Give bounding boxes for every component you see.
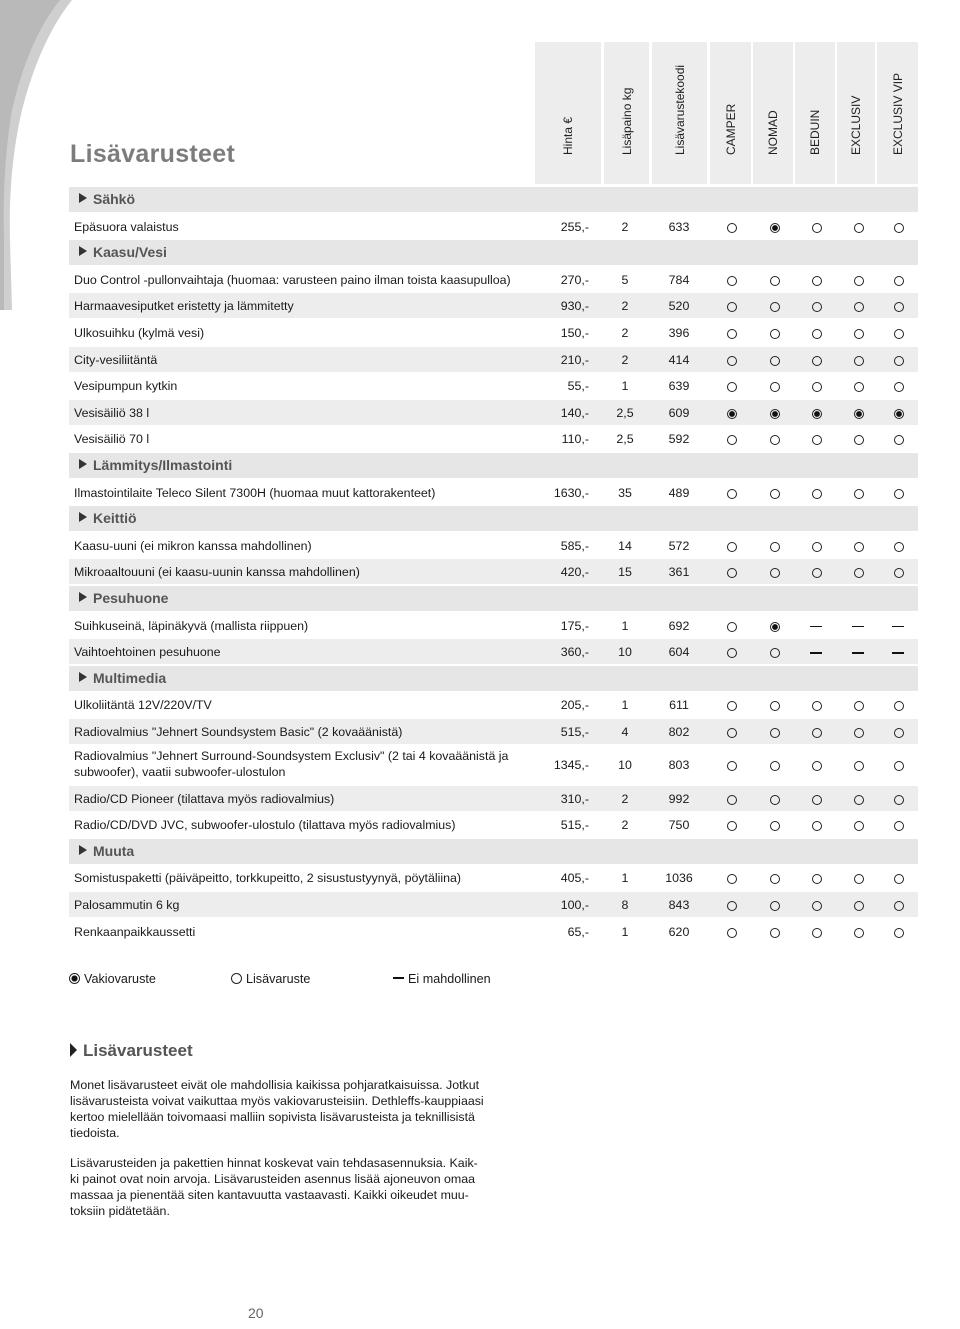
triangle-right-icon [79, 592, 87, 602]
header-model-camper: CAMPER [710, 42, 751, 184]
item-name: Radio/CD/DVD JVC, subwoofer-ulostulo (tilattava myös radiovalmius) [74, 818, 456, 833]
item-weight: 1 [621, 924, 629, 939]
item-name: Mikroaaltouuni (ei kaasu-uunin kanssa mahdollinen) [74, 565, 360, 580]
header-price: Hinta € [535, 42, 601, 184]
open-circle-icon [753, 898, 797, 914]
open-circle-icon [877, 818, 921, 834]
item-weight: 2 [621, 818, 629, 833]
info-paragraph-1: Monet lisävarusteet eivät ole mahdollisia kaikissa pohjaratkaisuissa. Jotkut lisävarusteista voivat vaikuttaa myös vakiovarusteisiin. Dethleffs-kauppiaasi kertoo mielellään toivomaasi malliin sopivista lisävarusteista ja teknillisistä tiedoista. [70, 1078, 484, 1140]
open-circle-icon [795, 353, 839, 369]
item-price: 140,- [560, 405, 589, 420]
item-name: Vesisäiliö 70 l [74, 432, 150, 447]
section-label [79, 590, 168, 606]
section-label [79, 244, 167, 260]
item-weight: 1 [621, 871, 629, 886]
open-circle-icon [753, 758, 797, 774]
header-code: Lisävarustekoodi [652, 42, 707, 184]
open-circle-icon [753, 486, 797, 502]
section-title: Keittiö [93, 510, 137, 527]
item-name: City-vesiliitäntä [74, 352, 158, 367]
item-code: 609 [668, 405, 690, 420]
header-model-nomad: NOMAD [753, 42, 793, 184]
open-circle-icon [710, 792, 754, 808]
open-circle-icon [837, 565, 881, 581]
item-name [74, 748, 508, 780]
open-circle-icon [795, 326, 839, 342]
item-price: 930,- [560, 299, 589, 314]
item-weight: 10 [618, 645, 632, 660]
open-circle-icon [837, 925, 881, 941]
open-circle-icon [877, 565, 921, 581]
item-name: Palosammutin 6 kg [74, 898, 180, 912]
open-circle-icon [753, 645, 797, 661]
open-circle-icon [753, 925, 797, 941]
open-circle-icon [710, 220, 754, 236]
open-circle-icon [795, 486, 839, 502]
item-weight: 14 [618, 538, 632, 553]
filled-circle-icon [795, 406, 839, 422]
legend-not-possible: Ei mahdollinen [393, 972, 491, 986]
open-circle-icon [877, 326, 921, 342]
section-label [79, 670, 166, 686]
page-title: Lisävarusteet [70, 140, 236, 168]
open-circle-icon [877, 792, 921, 808]
item-price: 405,- [560, 871, 589, 886]
open-circle-icon [753, 871, 797, 887]
header-model-beduin: BEDUIN [795, 42, 835, 184]
dash-icon [877, 645, 921, 661]
table-row [69, 320, 918, 345]
item-name: Renkaanpaikkaussetti [74, 924, 196, 939]
table-row [69, 559, 918, 584]
section-header [69, 187, 918, 212]
item-weight: 2 [621, 299, 629, 314]
table-row [69, 746, 918, 784]
legend-standard: Vakiovaruste [69, 972, 156, 986]
item-name: Duo Control -pullonvaihtaja (huomaa: varusteen paino ilman toista kaasupulloa) [74, 272, 511, 287]
open-circle-icon [877, 925, 921, 941]
open-circle-icon [795, 725, 839, 741]
open-circle-icon [710, 565, 754, 581]
open-circle-icon [753, 539, 797, 555]
open-circle-icon [837, 379, 881, 395]
item-code: 520 [668, 299, 690, 314]
table-row [69, 639, 918, 664]
open-circle-icon [837, 725, 881, 741]
triangle-right-icon [79, 512, 87, 522]
item-name: Vesisäiliö 38 l [74, 405, 150, 420]
item-code: 592 [668, 432, 690, 447]
filled-circle-icon [753, 406, 797, 422]
section-header [69, 453, 918, 478]
open-circle-icon [710, 353, 754, 369]
open-circle-icon [795, 565, 839, 581]
open-circle-icon [710, 486, 754, 502]
open-circle-icon [710, 925, 754, 941]
item-price: 310,- [560, 791, 589, 806]
item-code: 784 [668, 272, 690, 287]
open-circle-icon [753, 792, 797, 808]
item-weight: 15 [618, 565, 632, 580]
item-price: 515,- [560, 818, 589, 833]
open-circle-icon [837, 432, 881, 448]
item-weight: 4 [621, 725, 629, 739]
item-weight: 2,5 [616, 405, 634, 420]
item-name-line-2: subwoofer), vaatii subwoofer-ulostulon [74, 764, 286, 779]
item-name: Ulkoliitäntä 12V/220V/TV [74, 698, 212, 713]
open-circle-icon [795, 898, 839, 914]
open-circle-icon [753, 432, 797, 448]
open-circle-icon [795, 925, 839, 941]
table-row [69, 786, 918, 811]
item-name: Somistuspaketti (päiväpeitto, torkkupeitto, 2 sisustustyynyä, pöytäliina) [74, 871, 462, 886]
item-code: 572 [668, 538, 690, 553]
item-weight: 1 [621, 618, 629, 633]
dash-icon [837, 645, 881, 661]
filled-circle-icon [877, 406, 921, 422]
item-weight: 1 [621, 698, 629, 713]
dash-icon [795, 619, 839, 635]
open-circle-icon [837, 898, 881, 914]
item-price: 270,- [560, 272, 589, 287]
filled-circle-icon [753, 619, 797, 635]
table-row [69, 865, 918, 890]
item-code: 803 [668, 757, 690, 772]
item-code: 802 [668, 725, 690, 739]
open-circle-icon [710, 871, 754, 887]
open-circle-icon [795, 871, 839, 887]
triangle-right-icon [79, 459, 87, 469]
open-circle-icon [877, 379, 921, 395]
item-price: 65,- [567, 924, 589, 939]
section-label [79, 510, 137, 526]
open-circle-icon [753, 353, 797, 369]
table-row [69, 533, 918, 558]
open-circle-icon [837, 273, 881, 289]
section-header [69, 506, 918, 531]
item-code: 1036 [665, 871, 693, 886]
item-code: 361 [668, 565, 690, 580]
item-code: 633 [668, 219, 690, 234]
open-circle-icon [753, 326, 797, 342]
table-row [69, 892, 918, 917]
item-code: 620 [668, 924, 690, 939]
item-name: Radio/CD Pioneer (tilattava myös radiovalmius) [74, 791, 335, 806]
open-circle-icon [837, 486, 881, 502]
item-price: 150,- [560, 326, 589, 340]
section-title: Muuta [93, 842, 135, 859]
open-circle-icon [837, 220, 881, 236]
open-circle-icon [710, 379, 754, 395]
open-circle-icon [877, 698, 921, 714]
item-weight: 2 [621, 352, 629, 367]
item-code: 396 [668, 326, 690, 340]
item-price: 360,- [560, 645, 589, 660]
item-name: Vaihtoehtoinen pesuhuone [74, 645, 221, 660]
open-circle-icon [710, 725, 754, 741]
item-price: 1630,- [553, 485, 589, 500]
item-weight: 2 [621, 791, 629, 806]
table-row [69, 373, 918, 398]
item-price: 515,- [560, 725, 589, 739]
item-name: Kaasu-uuni (ei mikron kanssa mahdollinen) [74, 538, 312, 553]
open-circle-icon [877, 758, 921, 774]
table-row [69, 347, 918, 372]
open-circle-icon [837, 326, 881, 342]
item-price: 210,- [560, 352, 589, 367]
open-circle-icon [877, 299, 921, 315]
page-number: 20 [248, 1305, 264, 1321]
table-row [69, 426, 918, 451]
open-circle-icon [231, 973, 242, 984]
item-weight: 35 [618, 485, 632, 500]
dash-icon [795, 645, 839, 661]
open-circle-icon [877, 486, 921, 502]
open-circle-icon [837, 818, 881, 834]
triangle-right-icon [79, 246, 87, 256]
item-code: 992 [668, 791, 690, 806]
item-price: 255,- [560, 219, 589, 234]
open-circle-icon [837, 792, 881, 808]
open-circle-icon [753, 379, 797, 395]
open-circle-icon [753, 273, 797, 289]
section-header [69, 240, 918, 265]
header-model-exclusiv: EXCLUSIV [837, 42, 875, 184]
info-paragraph-2: Lisävarusteiden ja pakettien hinnat koskevat vain tehdasasennuksia. Kaik- ki painot ovat noin arvoja. Lisävarusteiden asennus lisää ajoneuvon omaa massaa ja pienentää siten kantavuutta vastaavasti. Kaikki oikeudet muu- toksiin pidätetään. [70, 1156, 478, 1218]
open-circle-icon [710, 432, 754, 448]
open-circle-icon [710, 818, 754, 834]
open-circle-icon [837, 871, 881, 887]
filled-circle-icon [753, 220, 797, 236]
table-row [69, 480, 918, 505]
item-price: 1345,- [553, 757, 589, 772]
item-code: 843 [668, 898, 690, 912]
open-circle-icon [710, 619, 754, 635]
item-name: Radiovalmius "Jehnert Soundsystem Basic" (2 kovaäänistä) [74, 725, 403, 739]
open-circle-icon [877, 871, 921, 887]
open-circle-icon [795, 698, 839, 714]
table-row [69, 613, 918, 638]
section-title: Sähkö [93, 191, 136, 207]
triangle-right-icon [79, 845, 87, 855]
section-title: Kaasu/Vesi [93, 244, 167, 261]
table-row [69, 214, 918, 239]
open-circle-icon [710, 758, 754, 774]
section-title: Lämmitys/Ilmastointi [93, 457, 233, 473]
header-weight: Lisäpaino kg [604, 42, 649, 184]
table-row [69, 812, 918, 837]
open-circle-icon [710, 326, 754, 342]
header-model-exclusiv-vip: EXCLUSIV VIP [877, 42, 918, 184]
item-weight: 2 [621, 326, 629, 340]
item-name: Harmaavesiputket eristetty ja lämmitetty [74, 299, 294, 314]
item-name: Suihkuseinä, läpinäkyvä (mallista riippuen) [74, 618, 309, 633]
open-circle-icon [710, 898, 754, 914]
section-label [79, 843, 134, 859]
table-row [69, 919, 918, 944]
item-weight: 2,5 [616, 432, 634, 447]
triangle-right-icon [79, 672, 87, 682]
open-circle-icon [877, 725, 921, 741]
item-code: 604 [668, 645, 690, 660]
open-circle-icon [837, 698, 881, 714]
open-circle-icon [877, 539, 921, 555]
item-code: 750 [668, 818, 690, 833]
open-circle-icon [877, 353, 921, 369]
section-title: Multimedia [93, 669, 167, 686]
open-circle-icon [710, 645, 754, 661]
item-price: 175,- [560, 618, 589, 633]
open-circle-icon [710, 299, 754, 315]
dash-icon [393, 977, 404, 979]
open-circle-icon [710, 539, 754, 555]
item-price: 100,- [560, 898, 589, 912]
table-row [69, 692, 918, 717]
item-weight: 1 [621, 379, 629, 394]
open-circle-icon [837, 353, 881, 369]
item-code: 611 [669, 698, 689, 713]
table-row [69, 267, 918, 292]
open-circle-icon [753, 299, 797, 315]
item-weight: 2 [621, 219, 629, 234]
item-weight: 10 [618, 757, 632, 772]
open-circle-icon [710, 273, 754, 289]
table-row [69, 719, 918, 744]
item-price: 55,- [567, 379, 589, 394]
item-price: 205,- [560, 698, 589, 713]
item-price: 420,- [560, 565, 589, 580]
open-circle-icon [877, 273, 921, 289]
item-name: Ilmastointilaite Teleco Silent 7300H (huomaa muut kattorakenteet) [74, 485, 436, 500]
table-row [69, 400, 918, 425]
info-heading: Lisävarusteet [70, 1041, 193, 1061]
filled-circle-icon [710, 406, 754, 422]
filled-circle-icon [837, 406, 881, 422]
dash-icon [837, 619, 881, 635]
item-name-line-1: Radiovalmius "Jehnert Surround-Soundsystem Exclusiv" (2 tai 4 kovaäänistä ja [74, 748, 509, 763]
item-code: 692 [668, 618, 690, 633]
item-code: 489 [668, 485, 690, 500]
item-price: 585,- [560, 538, 589, 553]
filled-circle-icon [69, 973, 80, 984]
open-circle-icon [795, 379, 839, 395]
open-circle-icon [795, 818, 839, 834]
open-circle-icon [710, 698, 754, 714]
item-name: Epäsuora valaistus [74, 219, 179, 234]
item-weight: 5 [621, 272, 629, 287]
section-title: Pesuhuone [93, 590, 169, 606]
open-circle-icon [795, 220, 839, 236]
section-header [69, 839, 918, 864]
open-circle-icon [795, 432, 839, 448]
item-code: 639 [668, 379, 690, 394]
open-circle-icon [795, 273, 839, 289]
section-header [69, 586, 918, 611]
open-circle-icon [877, 898, 921, 914]
item-name: Ulkosuihku (kylmä vesi) [74, 326, 205, 340]
open-circle-icon [837, 758, 881, 774]
legend-optional: Lisävaruste [231, 972, 310, 986]
open-circle-icon [753, 698, 797, 714]
open-circle-icon [753, 725, 797, 741]
open-circle-icon [753, 818, 797, 834]
open-circle-icon [795, 539, 839, 555]
dash-icon [877, 619, 921, 635]
section-label [79, 457, 232, 473]
open-circle-icon [753, 565, 797, 581]
corner-decoration [0, 0, 80, 310]
open-circle-icon [795, 299, 839, 315]
triangle-right-icon [70, 1043, 77, 1057]
open-circle-icon [837, 539, 881, 555]
item-price: 110,- [561, 432, 589, 447]
triangle-right-icon [79, 193, 87, 203]
section-header [69, 666, 918, 691]
open-circle-icon [877, 432, 921, 448]
open-circle-icon [837, 299, 881, 315]
item-name: Vesipumpun kytkin [74, 379, 178, 394]
item-weight: 8 [621, 898, 629, 912]
section-label [79, 191, 135, 207]
open-circle-icon [795, 758, 839, 774]
open-circle-icon [795, 792, 839, 808]
open-circle-icon [877, 220, 921, 236]
table-row [69, 293, 918, 318]
item-code: 414 [668, 352, 690, 367]
